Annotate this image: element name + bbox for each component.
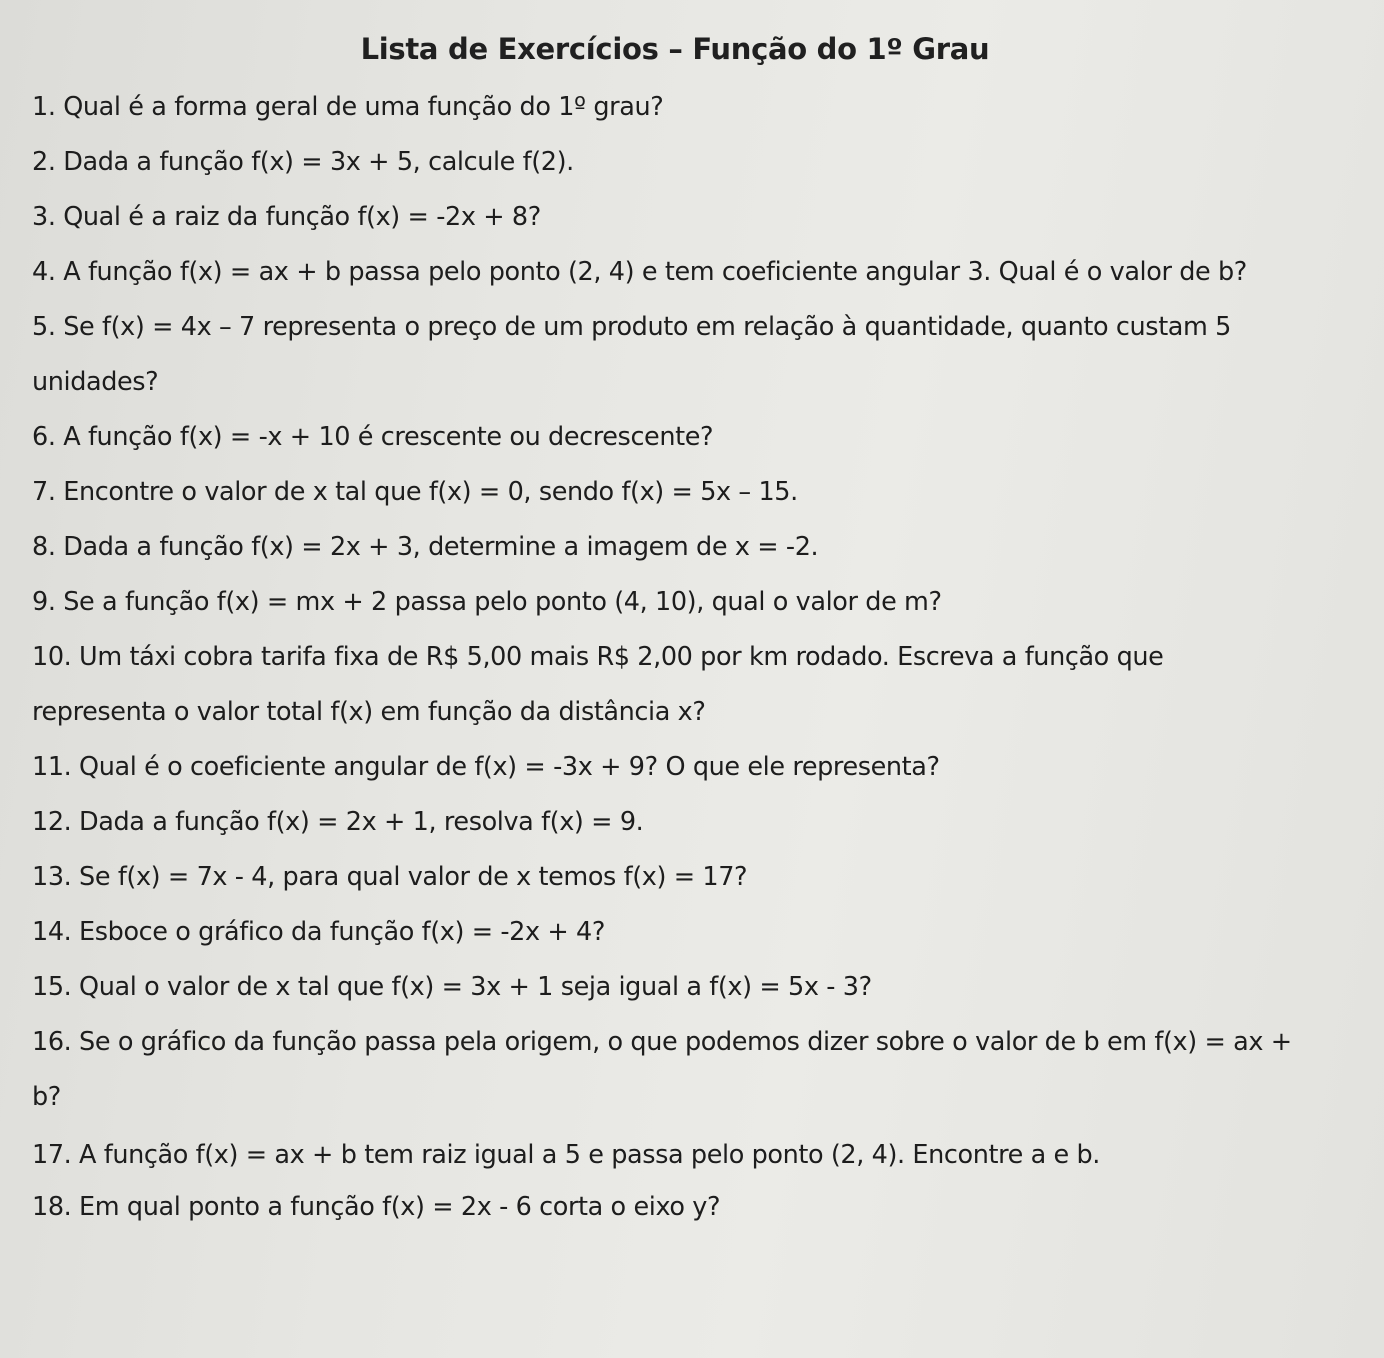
question-13: 13. Se f(x) = 7x - 4, para qual valor de x temos f(x) = 17? <box>32 862 748 892</box>
question-8: 8. Dada a função f(x) = 2x + 3, determine a imagem de x = -2. <box>32 532 819 562</box>
question-9: 9. Se a função f(x) = mx + 2 passa pelo ponto (4, 10), qual o valor de m? <box>32 587 942 617</box>
page-title: Lista de Exercícios – Função do 1º Grau <box>360 32 990 66</box>
question-18: 18. Em qual ponto a função f(x) = 2x - 6 corta o eixo y? <box>32 1192 721 1222</box>
question-2: 2. Dada a função f(x) = 3x + 5, calcule f(2). <box>32 147 574 177</box>
question-16: 16. Se o gráfico da função passa pela origem, o que podemos dizer sobre o valor de b em f(x) = ax + <box>32 1027 1292 1057</box>
question-6: 6. A função f(x) = -x + 10 é crescente ou decrescente? <box>32 422 714 452</box>
question-11: 11. Qual é o coeficiente angular de f(x) = -3x + 9? O que ele representa? <box>32 752 940 782</box>
question-17: 17. A função f(x) = ax + b tem raiz igual a 5 e passa pelo ponto (2, 4). Encontre a e b. <box>32 1140 1101 1170</box>
question-12: 12. Dada a função f(x) = 2x + 1, resolva f(x) = 9. <box>32 807 644 837</box>
question-15: 15. Qual o valor de x tal que f(x) = 3x + 1 seja igual a f(x) = 5x - 3? <box>32 972 872 1002</box>
question-4: 4. A função f(x) = ax + b passa pelo ponto (2, 4) e tem coeficiente angular 3. Qual é o valor de b? <box>32 257 1247 287</box>
question-16-continued: b? <box>32 1082 61 1112</box>
question-7: 7. Encontre o valor de x tal que f(x) = 0, sendo f(x) = 5x – 15. <box>32 477 798 507</box>
question-10-continued: representa o valor total f(x) em função da distância x? <box>32 697 706 727</box>
question-5-continued: unidades? <box>32 367 159 397</box>
question-5: 5. Se f(x) = 4x – 7 representa o preço de um produto em relação à quantidade, quanto custam 5 <box>32 312 1231 342</box>
question-3: 3. Qual é a raiz da função f(x) = -2x + 8? <box>32 202 541 232</box>
question-1: 1. Qual é a forma geral de uma função do 1º grau? <box>32 92 664 122</box>
question-10: 10. Um táxi cobra tarifa fixa de R$ 5,00 mais R$ 2,00 por km rodado. Escreva a função que <box>32 642 1164 672</box>
question-14: 14. Esboce o gráfico da função f(x) = -2x + 4? <box>32 917 606 947</box>
